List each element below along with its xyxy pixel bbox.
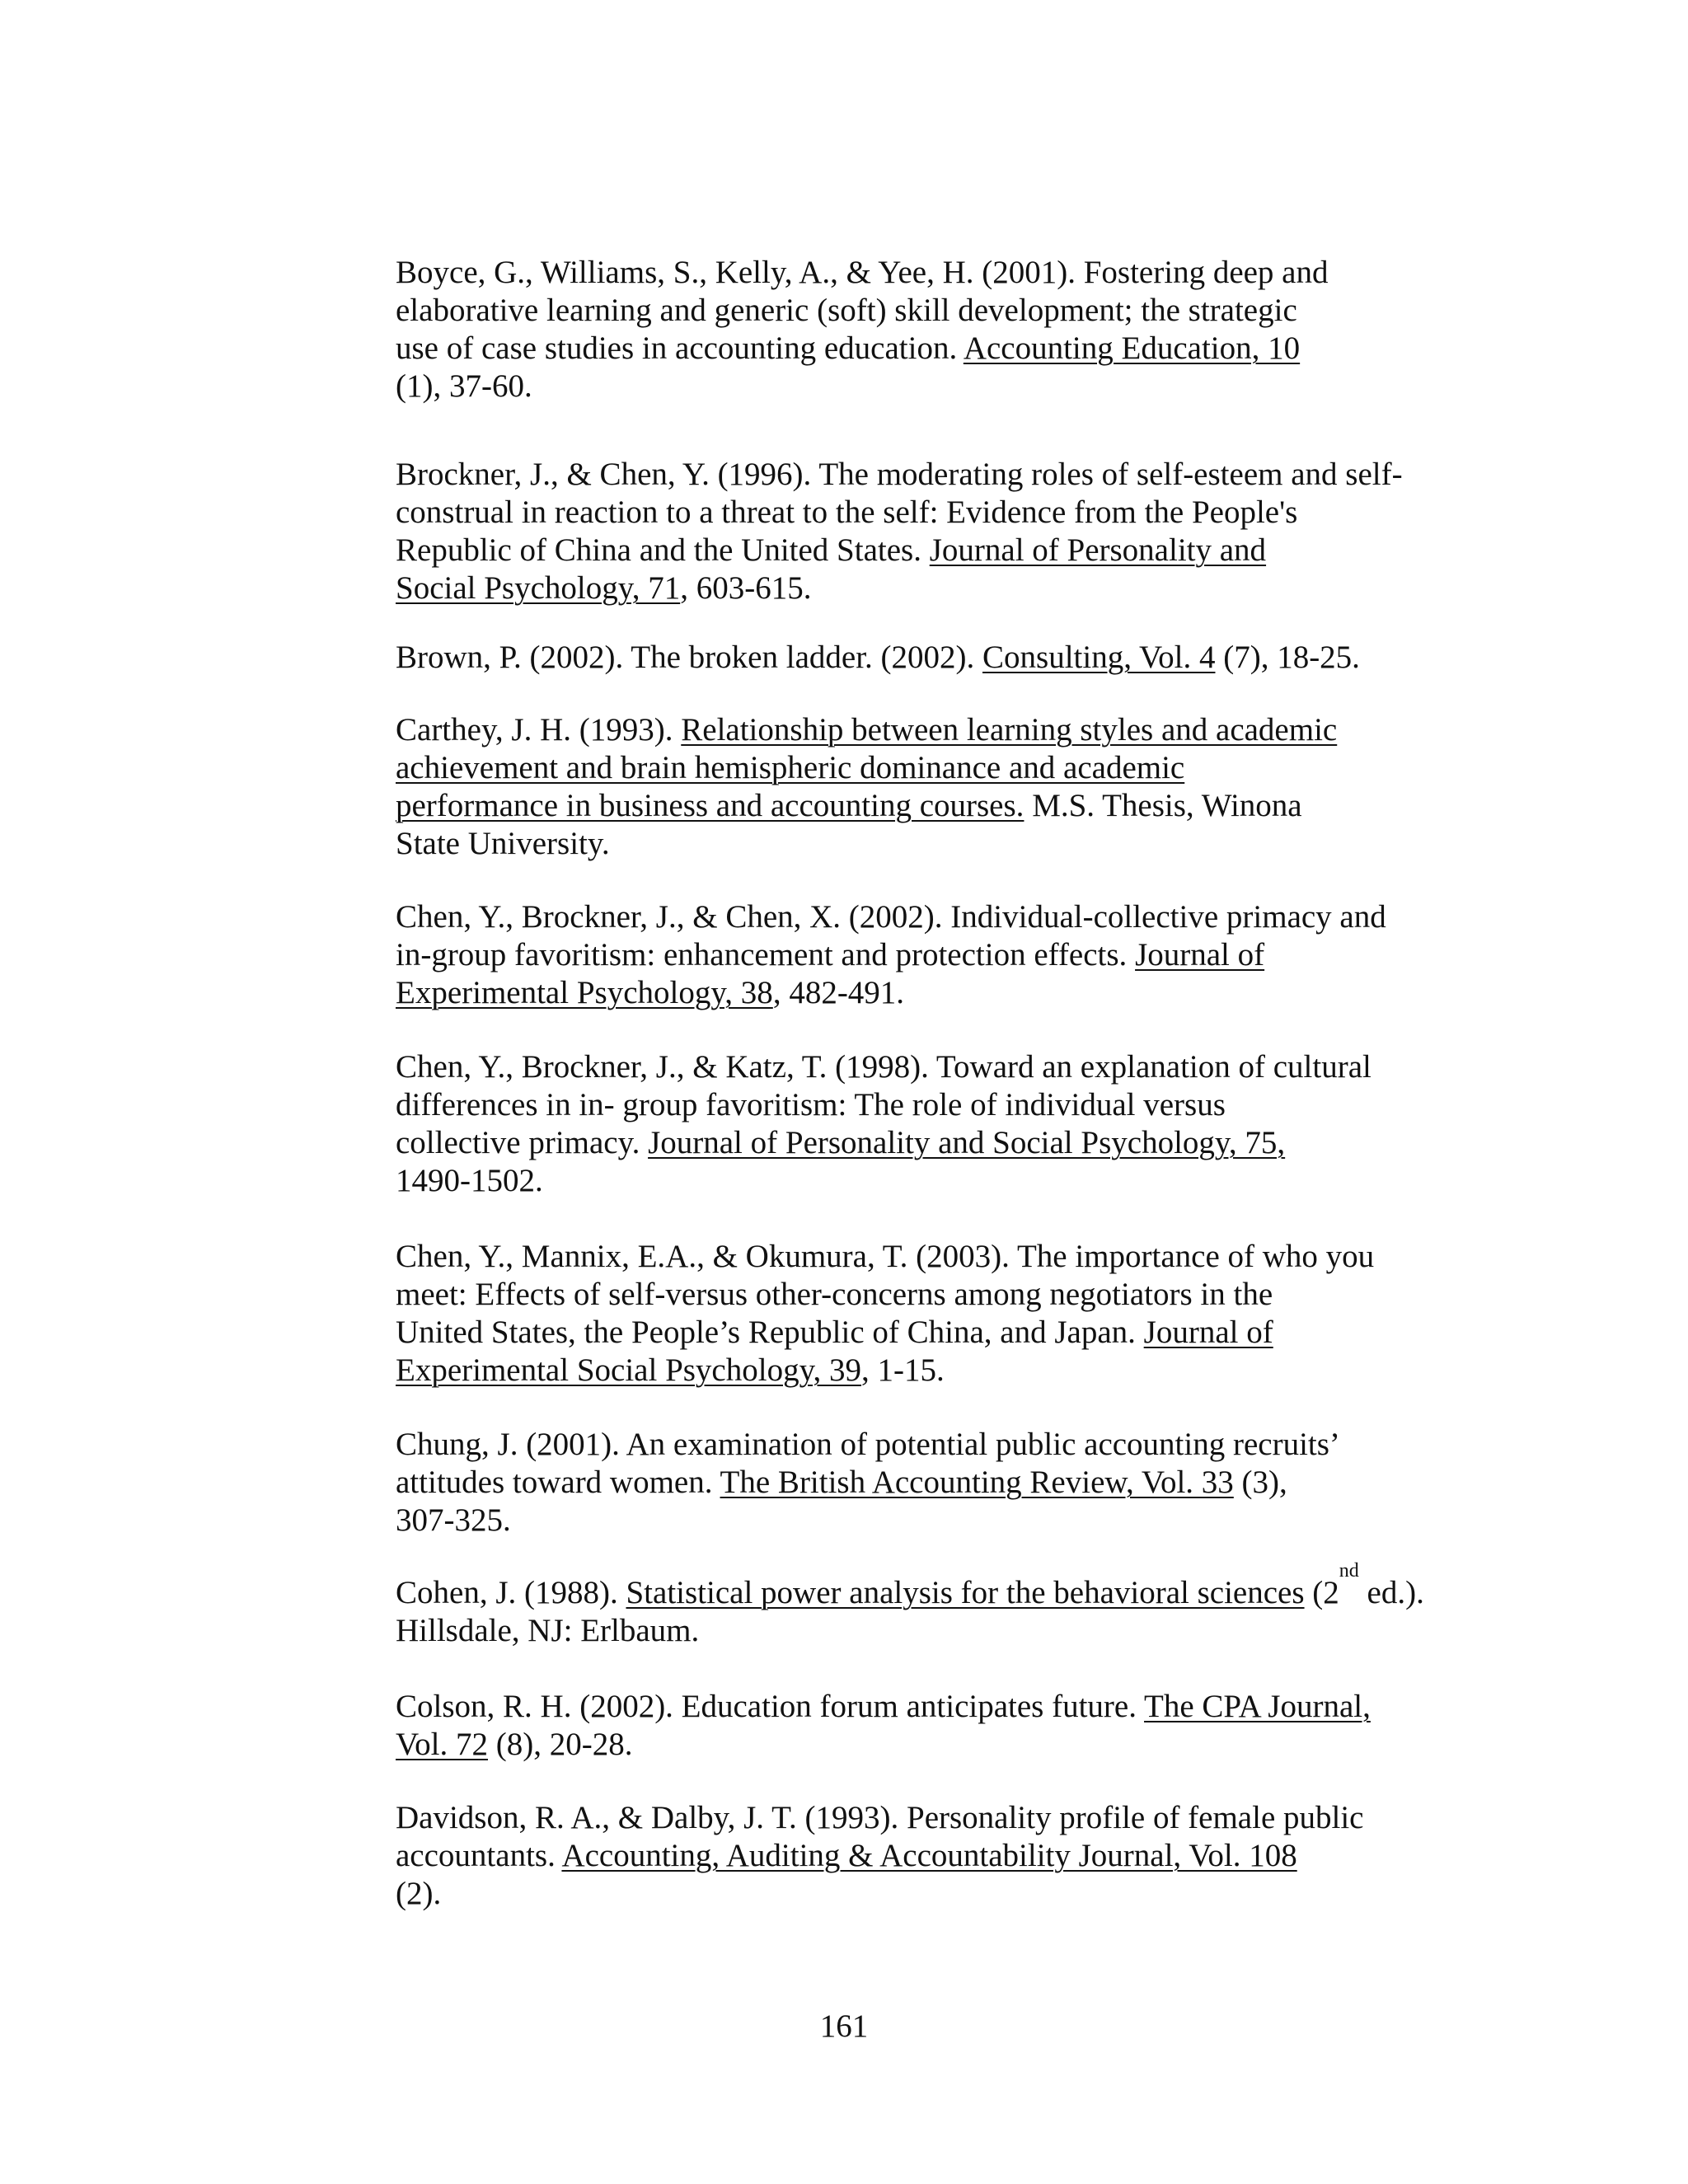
reference-line bbox=[396, 1124, 1372, 1162]
reference-line bbox=[396, 1162, 1372, 1200]
reference-text: Chung, J. (2001). An examination of potential public accounting recruits’ bbox=[396, 1427, 1340, 1462]
reference-entry bbox=[396, 456, 1403, 607]
reference-text: United States, the People’s Republic of China, and Japan. bbox=[396, 1315, 1144, 1350]
reference-text: Colson, R. H. (2002). Education forum anticipates future. bbox=[396, 1689, 1145, 1724]
reference-line bbox=[396, 1612, 1424, 1650]
reference-line bbox=[396, 368, 1329, 405]
reference-text: (8), 20-28. bbox=[487, 1727, 633, 1762]
reference-entry bbox=[396, 1560, 1424, 1650]
reference-line bbox=[396, 1238, 1375, 1276]
reference-text: 1490-1502. bbox=[396, 1163, 543, 1198]
reference-text: construal in reaction to a threat to the self: Evidence from the People's bbox=[396, 494, 1298, 530]
reference-title-underlined: The British Accounting Review, Vol. 33 bbox=[720, 1465, 1234, 1500]
reference-title-underlined: performance in business and accounting courses. bbox=[396, 788, 1025, 823]
reference-entry bbox=[396, 1799, 1364, 1913]
reference-text: M.S. Thesis, Winona bbox=[1024, 788, 1302, 823]
reference-text: Brown, P. (2002). The broken ladder. (2002). bbox=[396, 640, 982, 675]
reference-line bbox=[396, 1314, 1374, 1352]
reference-title-underlined: Vol. 72 bbox=[396, 1727, 488, 1762]
reference-line bbox=[396, 532, 1403, 569]
reference-text: Boyce, G., Williams, S., Kelly, A., & Yee, H. (2001). Fostering deep and bbox=[396, 255, 1329, 290]
reference-line bbox=[396, 456, 1403, 494]
reference-line bbox=[396, 974, 1386, 1012]
reference-text: elaborative learning and generic (soft) skill development; the strategic bbox=[396, 293, 1297, 328]
reference-title-underlined: Accounting, Auditing & Accountability Journal, Vol. 108 bbox=[561, 1838, 1297, 1873]
reference-title-underlined: Experimental Social Psychology, 39 bbox=[396, 1352, 862, 1388]
reference-line bbox=[396, 1426, 1340, 1464]
reference-text: (7), 18-25. bbox=[1215, 640, 1360, 675]
reference-line bbox=[396, 787, 1337, 825]
reference-text: (2 bbox=[1304, 1575, 1339, 1610]
reference-line bbox=[396, 1560, 1424, 1612]
reference-text: differences in in- group favoritism: The role of individual versus bbox=[396, 1087, 1226, 1122]
reference-text: State University. bbox=[396, 826, 610, 861]
reference-line bbox=[396, 254, 1329, 292]
reference-title-underlined: Accounting Education, 10 bbox=[963, 330, 1301, 366]
reference-line bbox=[396, 1875, 1364, 1913]
reference-line bbox=[396, 1048, 1372, 1086]
reference-text: in-group favoritism: enhancement and protection effects. bbox=[396, 937, 1136, 972]
reference-text: 307-325. bbox=[396, 1502, 511, 1538]
reference-text: Davidson, R. A., & Dalby, J. T. (1993). Personality profile of female public bbox=[396, 1800, 1364, 1835]
reference-text: collective primacy. bbox=[396, 1125, 649, 1160]
reference-text: accountants. bbox=[396, 1838, 562, 1873]
reference-line bbox=[396, 639, 1360, 677]
ordinal-superscript: nd bbox=[1339, 1560, 1359, 1582]
reference-title-underlined: Consulting, Vol. 4 bbox=[982, 640, 1216, 675]
reference-title-underlined: Social Psychology, 71 bbox=[396, 570, 681, 606]
reference-text: Brockner, J., & Chen, Y. (1996). The moderating roles of self-esteem and self- bbox=[396, 457, 1403, 492]
reference-text: meet: Effects of self-versus other-concerns among negotiators in the bbox=[396, 1277, 1273, 1312]
reference-entry bbox=[396, 1426, 1340, 1540]
reference-text: Hillsdale, NJ: Erlbaum. bbox=[396, 1613, 700, 1648]
reference-line bbox=[396, 569, 1403, 607]
reference-text: , 482-491. bbox=[772, 975, 905, 1010]
reference-line bbox=[396, 1726, 1371, 1764]
reference-text: , 603-615. bbox=[680, 570, 812, 606]
reference-entry bbox=[396, 1688, 1371, 1764]
reference-line bbox=[396, 936, 1386, 974]
reference-entry bbox=[396, 898, 1386, 1012]
reference-text: use of case studies in accounting education. bbox=[396, 330, 964, 366]
reference-text: (1), 37-60. bbox=[396, 368, 532, 404]
reference-line bbox=[396, 1464, 1340, 1502]
reference-entry bbox=[396, 711, 1337, 863]
reference-title-underlined: Journal of Personality and bbox=[929, 532, 1267, 568]
reference-text: attitudes toward women. bbox=[396, 1465, 720, 1500]
reference-title-underlined: The CPA Journal, bbox=[1144, 1689, 1371, 1724]
reference-title-underlined: Journal of Personality and Social Psychology, 75, bbox=[648, 1125, 1286, 1160]
reference-line bbox=[396, 898, 1386, 936]
reference-line bbox=[396, 1086, 1372, 1124]
reference-line bbox=[396, 711, 1338, 749]
reference-text: Cohen, J. (1988). bbox=[396, 1575, 626, 1610]
reference-title-underlined: Statistical power analysis for the behavioral sciences bbox=[626, 1575, 1305, 1610]
reference-text: Chen, Y., Brockner, J., & Chen, X. (2002). Individual-collective primacy and bbox=[396, 899, 1386, 935]
reference-text: ed.). bbox=[1358, 1575, 1424, 1610]
reference-title-underlined: Relationship between learning styles and academic bbox=[681, 712, 1338, 748]
reference-text: Republic of China and the United States. bbox=[396, 532, 930, 568]
reference-text: , 1-15. bbox=[861, 1352, 945, 1388]
reference-text: (3), bbox=[1233, 1465, 1287, 1500]
reference-line bbox=[396, 1799, 1364, 1837]
reference-line bbox=[396, 749, 1337, 787]
reference-line bbox=[396, 292, 1329, 330]
reference-title-underlined: Journal of bbox=[1135, 937, 1265, 972]
reference-line bbox=[396, 494, 1403, 532]
reference-title-underlined: Experimental Psychology, 38 bbox=[396, 975, 773, 1010]
reference-text: Carthey, J. H. (1993). bbox=[396, 712, 682, 748]
reference-line bbox=[396, 1502, 1340, 1540]
reference-line bbox=[396, 825, 1337, 863]
reference-entry bbox=[396, 254, 1329, 405]
reference-text: Chen, Y., Mannix, E.A., & Okumura, T. (2003). The importance of who you bbox=[396, 1239, 1375, 1274]
page-number: 161 bbox=[819, 2008, 869, 2044]
reference-title-underlined: achievement and brain hemispheric dominance and academic bbox=[396, 750, 1185, 785]
reference-line bbox=[396, 1688, 1371, 1726]
reference-line bbox=[396, 1837, 1364, 1875]
reference-line bbox=[396, 1352, 1374, 1390]
reference-entry bbox=[396, 639, 1360, 677]
reference-line bbox=[396, 1276, 1374, 1314]
reference-title-underlined: Journal of bbox=[1143, 1315, 1273, 1350]
reference-line bbox=[396, 330, 1329, 368]
reference-text: Chen, Y., Brockner, J., & Katz, T. (1998). Toward an explanation of cultural bbox=[396, 1049, 1372, 1085]
reference-entry bbox=[396, 1238, 1374, 1390]
reference-text: (2). bbox=[396, 1876, 442, 1911]
reference-entry bbox=[396, 1048, 1372, 1200]
